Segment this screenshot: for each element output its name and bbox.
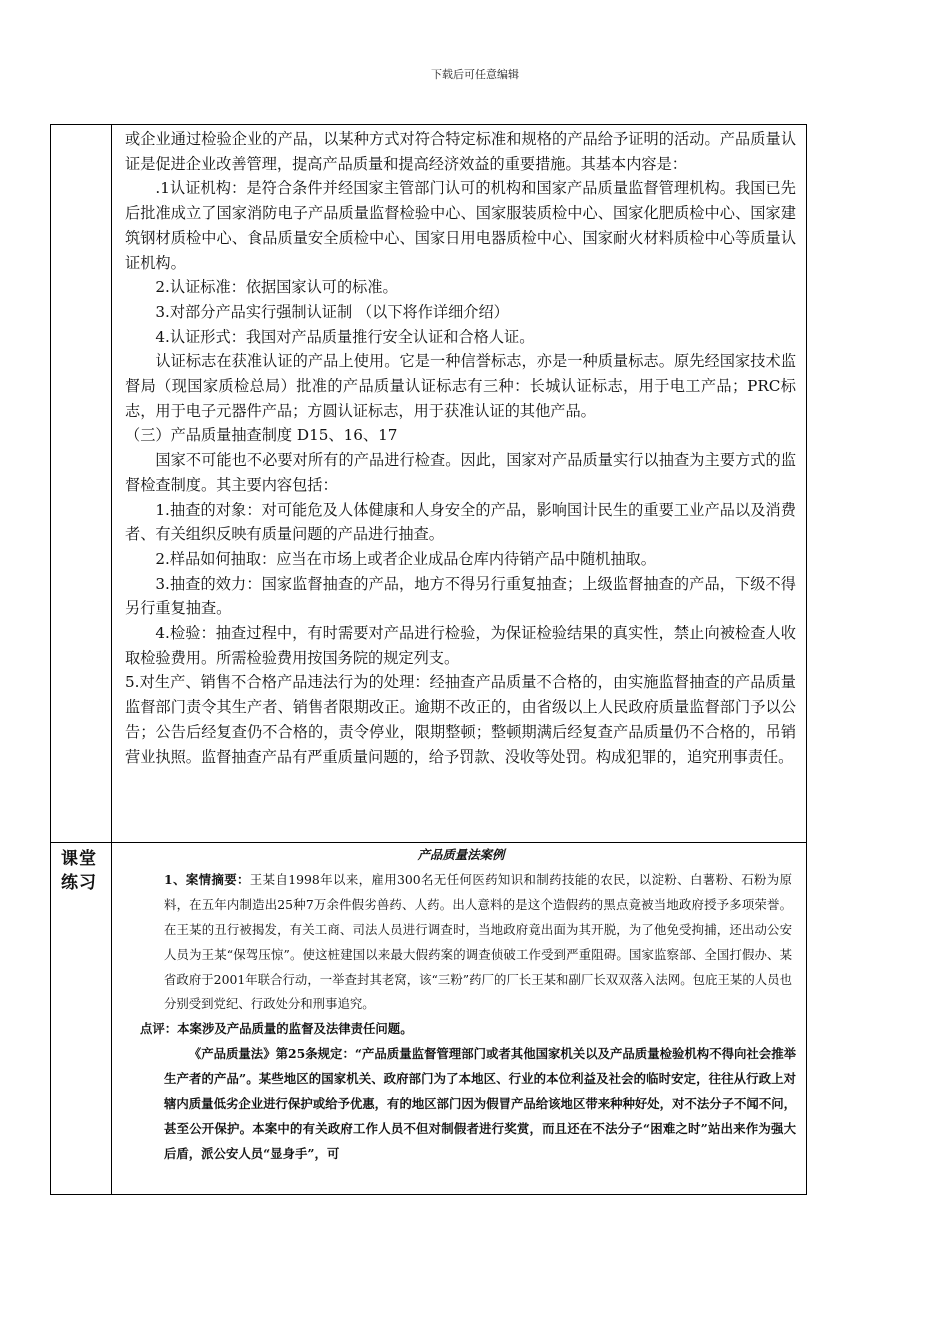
paragraph: 4.检验：抽查过程中，有时需要对产品进行检验，为保证检验结果的真实性，禁止向被检查人收取检验费用。所需检验费用按国务院的规定列支。	[125, 624, 796, 667]
row-certification	[51, 125, 807, 843]
main-cell-certification	[112, 125, 807, 843]
paragraph: 认证标志在获准认证的产品上使用。它是一种信誉标志，亦是一种质量标志。原先经国家技术监督局（现国家质检总局）批准的产品质量认证标志有三种：长城认证标志，用于电工产品；PRC标志，用于电子元器件产品；方圆认证标志，用于获准认证的其他产品。	[125, 352, 796, 420]
case-comment: 点评：本案涉及产品质量的监督及法律责任问题。	[140, 1021, 413, 1037]
paragraph: 3.对部分产品实行强制认证制 （以下将作详细介绍）	[155, 302, 509, 321]
law-citation: 《产品质量法》第25条规定：“产品质量监督管理部门或者其他国家机关以及产品质量检验机构不得向社会推举生产者的产品”。某些地区的国家机关、政府部门为了本地区、行业的本位利益及社会的临时安定，往往从行政上对辖内质量低劣企业进行保护或给予优惠，有的地区部门因为假冒产品给该地区带来种种好处，对不法分子不闻不问，甚至公开保护。本案中的有关政府工作人员不但对制假者进行奖赏，而且还在不法分子“困难之时”站出来作为强大后盾，派公安人员“显身手”，可	[164, 1046, 796, 1161]
paragraph: 2.认证标准：依据国家认可的标准。	[155, 278, 398, 297]
paragraph: 5.对生产、销售不合格产品违法行为的处理：经抽查产品质量不合格的，由实施监督抽查的产品质量监督部门责令其生产者、销售者限期改正。逾期不改正的，由省级以上人民政府质量监督部门予以公告；公告后经复查仍不合格的，责令停业，限期整顿；整顿期满后经复查产品质量仍不合格的，吊销营业执照。监督抽查产品有严重质量问题的，给予罚款、没收等处罚。构成犯罪的，追究刑事责任。	[125, 673, 796, 766]
page-header: 下载后可任意编辑	[431, 68, 519, 81]
case-body: 王某自1998年以来，雇用300名无任何医药知识和制药技能的农民，以淀粉、白薯粉、石粉为原料，在五年内制造出25种7万余件假劣兽药、人药。出人意料的是这个造假药的黑点竟被当地政府授予多项荣誉。在王某的丑行被揭发，有关工商、司法人员进行调查时，当地政府竟出面为其开脱，为了他免受拘捕，还出动公安人员为王某“保驾压惊”。使这桩建国以来最大假药案的调查侦破工作受到严重阻碍。国家监察部、全国打假办、某省政府于2001年联合行动，一举查封其老窝，该“三粉”药厂的厂长王某和副厂长双双落入法网。包庇王某的人员也分别受到党纪、行政处分和刑事追究。	[164, 871, 792, 1012]
paragraph: 4.认证形式：我国对产品质量推行安全认证和合格人证。	[155, 327, 535, 346]
case-title: 产品质量法案例	[417, 847, 505, 862]
main-cell-exercise	[112, 843, 807, 1195]
paragraph: .1认证机构：是符合条件并经国家主管部门认可的机构和国家产品质量监督管理机构。我国已先后批准成立了国家消防电子产品质量监督检验中心、国家服装质检中心、国家化肥质检中心、国家建筑钢材质检中心、食品质量安全质检中心、国家日用电器质检中心、国家耐火材料质检中心等质量认证机构。	[125, 179, 796, 272]
paragraph: 2.样品如何抽取：应当在市场上或者企业成品仓库内待销产品中随机抽取。	[155, 549, 656, 568]
row-exercise	[51, 843, 807, 1195]
paragraph: 3.抽查的效力：国家监督抽查的产品，地方不得另行重复抽查；上级监督抽查的产品，下级不得另行重复抽查。	[125, 574, 796, 618]
paragraph: 或企业通过检验企业的产品，以某种方式对符合特定标准和规格的产品给予证明的活动。产品质量认证是促进企业改善管理，提高产品质量和提高经济效益的重要措施。其基本内容是：	[125, 130, 796, 173]
content-table	[50, 124, 807, 1195]
case-heading: 1、案情摘要：	[164, 871, 250, 887]
case-summary	[126, 868, 796, 1017]
paragraph: 国家不可能也不必要对所有的产品进行检查。因此，国家对产品质量实行以抽查为主要方式的监督检查制度。其主要内容包括：	[125, 451, 796, 494]
side-cell-exercise	[51, 843, 112, 1195]
section-heading: （三）产品质量抽查制度 D15、16、17	[125, 426, 398, 445]
paragraph: 1.抽查的对象：对可能危及人体健康和人身安全的产品，影响国计民生的重要工业产品以及消费者、有关组织反映有质量问题的产品进行抽查。	[125, 500, 796, 544]
exercise-label: 课堂练习	[61, 849, 97, 893]
case-text	[112, 843, 806, 1167]
side-cell-empty	[51, 125, 112, 843]
certification-text	[112, 125, 806, 769]
